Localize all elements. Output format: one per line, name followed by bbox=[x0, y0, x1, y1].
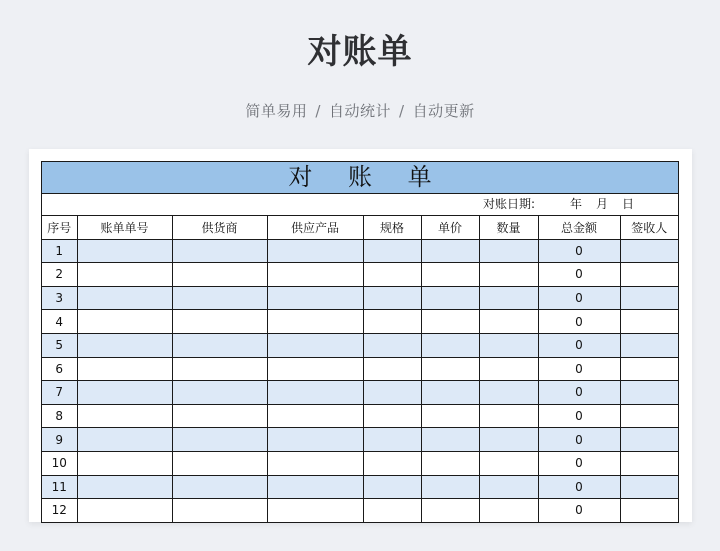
subtitle-separator: / bbox=[315, 102, 321, 120]
table-cell[interactable] bbox=[620, 310, 678, 334]
table-cell[interactable] bbox=[620, 428, 678, 452]
total-amount-cell[interactable]: 0 bbox=[538, 310, 620, 334]
row-number-cell[interactable]: 4 bbox=[42, 310, 77, 334]
row-number-cell[interactable]: 6 bbox=[42, 357, 77, 381]
date-year-label: 年 bbox=[570, 197, 583, 211]
table-cell[interactable] bbox=[172, 310, 267, 334]
table-cell[interactable] bbox=[479, 499, 538, 522]
statement-date-row bbox=[42, 194, 678, 216]
table-cell[interactable] bbox=[77, 451, 172, 475]
row-number-cell[interactable]: 2 bbox=[42, 263, 77, 287]
row-number-cell[interactable]: 8 bbox=[42, 404, 77, 428]
row-number-cell[interactable]: 1 bbox=[42, 239, 77, 263]
table-cell[interactable] bbox=[421, 333, 479, 357]
table-cell[interactable] bbox=[479, 239, 538, 263]
subtitle-item: 自动更新 bbox=[412, 102, 475, 120]
table-cell[interactable] bbox=[267, 404, 363, 428]
row-number-cell[interactable]: 11 bbox=[42, 475, 77, 499]
total-amount-cell[interactable]: 0 bbox=[538, 475, 620, 499]
page-title: 对账单 bbox=[307, 32, 413, 72]
subtitle-item: 自动统计 bbox=[328, 102, 391, 120]
table-cell[interactable] bbox=[479, 451, 538, 475]
table-cell[interactable] bbox=[620, 404, 678, 428]
table-cell[interactable] bbox=[363, 286, 421, 310]
table-cell[interactable] bbox=[172, 263, 267, 287]
table-cell[interactable] bbox=[620, 263, 678, 287]
table-row bbox=[42, 428, 678, 452]
row-number-cell[interactable]: 5 bbox=[42, 333, 77, 357]
table-cell[interactable] bbox=[267, 357, 363, 381]
table-cell[interactable] bbox=[421, 310, 479, 334]
table-cell[interactable] bbox=[620, 286, 678, 310]
row-number-cell[interactable]: 7 bbox=[42, 381, 77, 405]
table-cell[interactable] bbox=[172, 428, 267, 452]
table-cell[interactable] bbox=[620, 475, 678, 499]
table-cell[interactable] bbox=[77, 357, 172, 381]
table-cell[interactable] bbox=[620, 239, 678, 263]
table-cell[interactable] bbox=[421, 286, 479, 310]
table-cell[interactable] bbox=[77, 381, 172, 405]
table-cell[interactable] bbox=[421, 381, 479, 405]
total-amount-cell[interactable]: 0 bbox=[538, 451, 620, 475]
total-amount-cell[interactable]: 0 bbox=[538, 357, 620, 381]
column-header: 供应产品 bbox=[267, 216, 363, 239]
table-cell[interactable] bbox=[421, 499, 479, 522]
table-cell[interactable] bbox=[267, 286, 363, 310]
table-cell[interactable] bbox=[77, 475, 172, 499]
table-cell[interactable] bbox=[267, 499, 363, 522]
row-number-cell[interactable]: 12 bbox=[42, 499, 77, 522]
table-cell[interactable] bbox=[363, 357, 421, 381]
statement-table-frame bbox=[41, 161, 679, 523]
table-row bbox=[42, 381, 678, 405]
table-cell[interactable] bbox=[267, 333, 363, 357]
table-cell[interactable] bbox=[363, 333, 421, 357]
statement-banner-title: 对 账 单 bbox=[42, 162, 678, 194]
table-cell[interactable] bbox=[267, 475, 363, 499]
table-row bbox=[42, 475, 678, 499]
date-day-label: 日 bbox=[622, 197, 635, 211]
table-row bbox=[42, 499, 678, 522]
table-cell[interactable] bbox=[363, 263, 421, 287]
table-row bbox=[42, 357, 678, 381]
table-cell[interactable] bbox=[77, 263, 172, 287]
column-header: 总金额 bbox=[538, 216, 620, 239]
table-cell[interactable] bbox=[479, 333, 538, 357]
table-cell[interactable] bbox=[421, 263, 479, 287]
table-cell[interactable] bbox=[620, 499, 678, 522]
table-cell[interactable] bbox=[479, 404, 538, 428]
table-cell[interactable] bbox=[267, 239, 363, 263]
table-cell[interactable] bbox=[267, 263, 363, 287]
table-cell[interactable] bbox=[363, 451, 421, 475]
table-cell[interactable] bbox=[363, 428, 421, 452]
row-number-cell[interactable]: 9 bbox=[42, 428, 77, 452]
column-header: 账单单号 bbox=[77, 216, 172, 239]
table-row bbox=[42, 310, 678, 334]
table-cell[interactable] bbox=[620, 451, 678, 475]
table-row bbox=[42, 286, 678, 310]
total-amount-cell[interactable]: 0 bbox=[538, 286, 620, 310]
column-header: 数量 bbox=[479, 216, 538, 239]
table-cell[interactable] bbox=[421, 475, 479, 499]
table-cell[interactable] bbox=[421, 404, 479, 428]
table-cell[interactable] bbox=[363, 381, 421, 405]
row-number-cell[interactable]: 3 bbox=[42, 286, 77, 310]
table-row bbox=[42, 239, 678, 263]
table-cell[interactable] bbox=[620, 357, 678, 381]
table-cell[interactable] bbox=[620, 381, 678, 405]
subtitle-separator: / bbox=[399, 102, 405, 120]
table-cell[interactable] bbox=[172, 239, 267, 263]
table-cell[interactable] bbox=[421, 451, 479, 475]
table-cell[interactable] bbox=[267, 310, 363, 334]
table-cell[interactable] bbox=[267, 428, 363, 452]
row-number-cell[interactable]: 10 bbox=[42, 451, 77, 475]
table-cell[interactable] bbox=[479, 381, 538, 405]
table-cell[interactable] bbox=[77, 333, 172, 357]
total-amount-cell[interactable]: 0 bbox=[538, 404, 620, 428]
total-amount-cell[interactable]: 0 bbox=[538, 239, 620, 263]
table-cell[interactable] bbox=[267, 381, 363, 405]
column-header: 供货商 bbox=[172, 216, 267, 239]
table-cell[interactable] bbox=[363, 475, 421, 499]
total-amount-cell[interactable]: 0 bbox=[538, 381, 620, 405]
table-row bbox=[42, 451, 678, 475]
table-cell[interactable] bbox=[172, 475, 267, 499]
total-amount-cell[interactable]: 0 bbox=[538, 428, 620, 452]
table-cell[interactable] bbox=[77, 310, 172, 334]
table-cell[interactable] bbox=[77, 428, 172, 452]
table-cell[interactable] bbox=[77, 499, 172, 522]
table-cell[interactable] bbox=[172, 404, 267, 428]
table-cell[interactable] bbox=[479, 310, 538, 334]
table-row bbox=[42, 333, 678, 357]
table-cell[interactable] bbox=[172, 357, 267, 381]
total-amount-cell[interactable]: 0 bbox=[538, 499, 620, 522]
table-cell[interactable] bbox=[172, 381, 267, 405]
table-cell[interactable] bbox=[363, 499, 421, 522]
table-cell[interactable] bbox=[172, 286, 267, 310]
subtitle bbox=[0, 100, 720, 122]
column-header: 序号 bbox=[42, 216, 77, 239]
spreadsheet-preview bbox=[29, 149, 692, 522]
table-cell[interactable] bbox=[77, 239, 172, 263]
date-label: 对账日期: bbox=[483, 197, 536, 211]
table-cell[interactable] bbox=[172, 499, 267, 522]
table-cell[interactable] bbox=[77, 404, 172, 428]
table-cell[interactable] bbox=[421, 428, 479, 452]
column-header: 签收人 bbox=[620, 216, 678, 239]
table-cell[interactable] bbox=[363, 239, 421, 263]
table-cell[interactable] bbox=[172, 333, 267, 357]
table-cell[interactable] bbox=[267, 451, 363, 475]
table-cell[interactable] bbox=[479, 357, 538, 381]
table-cell[interactable] bbox=[421, 239, 479, 263]
total-amount-cell[interactable]: 0 bbox=[538, 263, 620, 287]
column-header: 单价 bbox=[421, 216, 479, 239]
table-cell[interactable] bbox=[421, 357, 479, 381]
table-cell[interactable] bbox=[479, 475, 538, 499]
table-cell[interactable] bbox=[363, 404, 421, 428]
table-cell[interactable] bbox=[479, 428, 538, 452]
table-row bbox=[42, 404, 678, 428]
table-cell[interactable] bbox=[479, 263, 538, 287]
table-row bbox=[42, 263, 678, 287]
table-cell[interactable] bbox=[77, 286, 172, 310]
subtitle-item: 简单易用 bbox=[245, 102, 308, 120]
table-cell[interactable] bbox=[620, 333, 678, 357]
table-cell[interactable] bbox=[479, 286, 538, 310]
table-cell[interactable] bbox=[363, 310, 421, 334]
date-month-label: 月 bbox=[596, 197, 609, 211]
column-header: 规格 bbox=[363, 216, 421, 239]
total-amount-cell[interactable]: 0 bbox=[538, 333, 620, 357]
table-header-row bbox=[42, 216, 678, 239]
statement-table bbox=[42, 216, 678, 522]
table-cell[interactable] bbox=[172, 451, 267, 475]
